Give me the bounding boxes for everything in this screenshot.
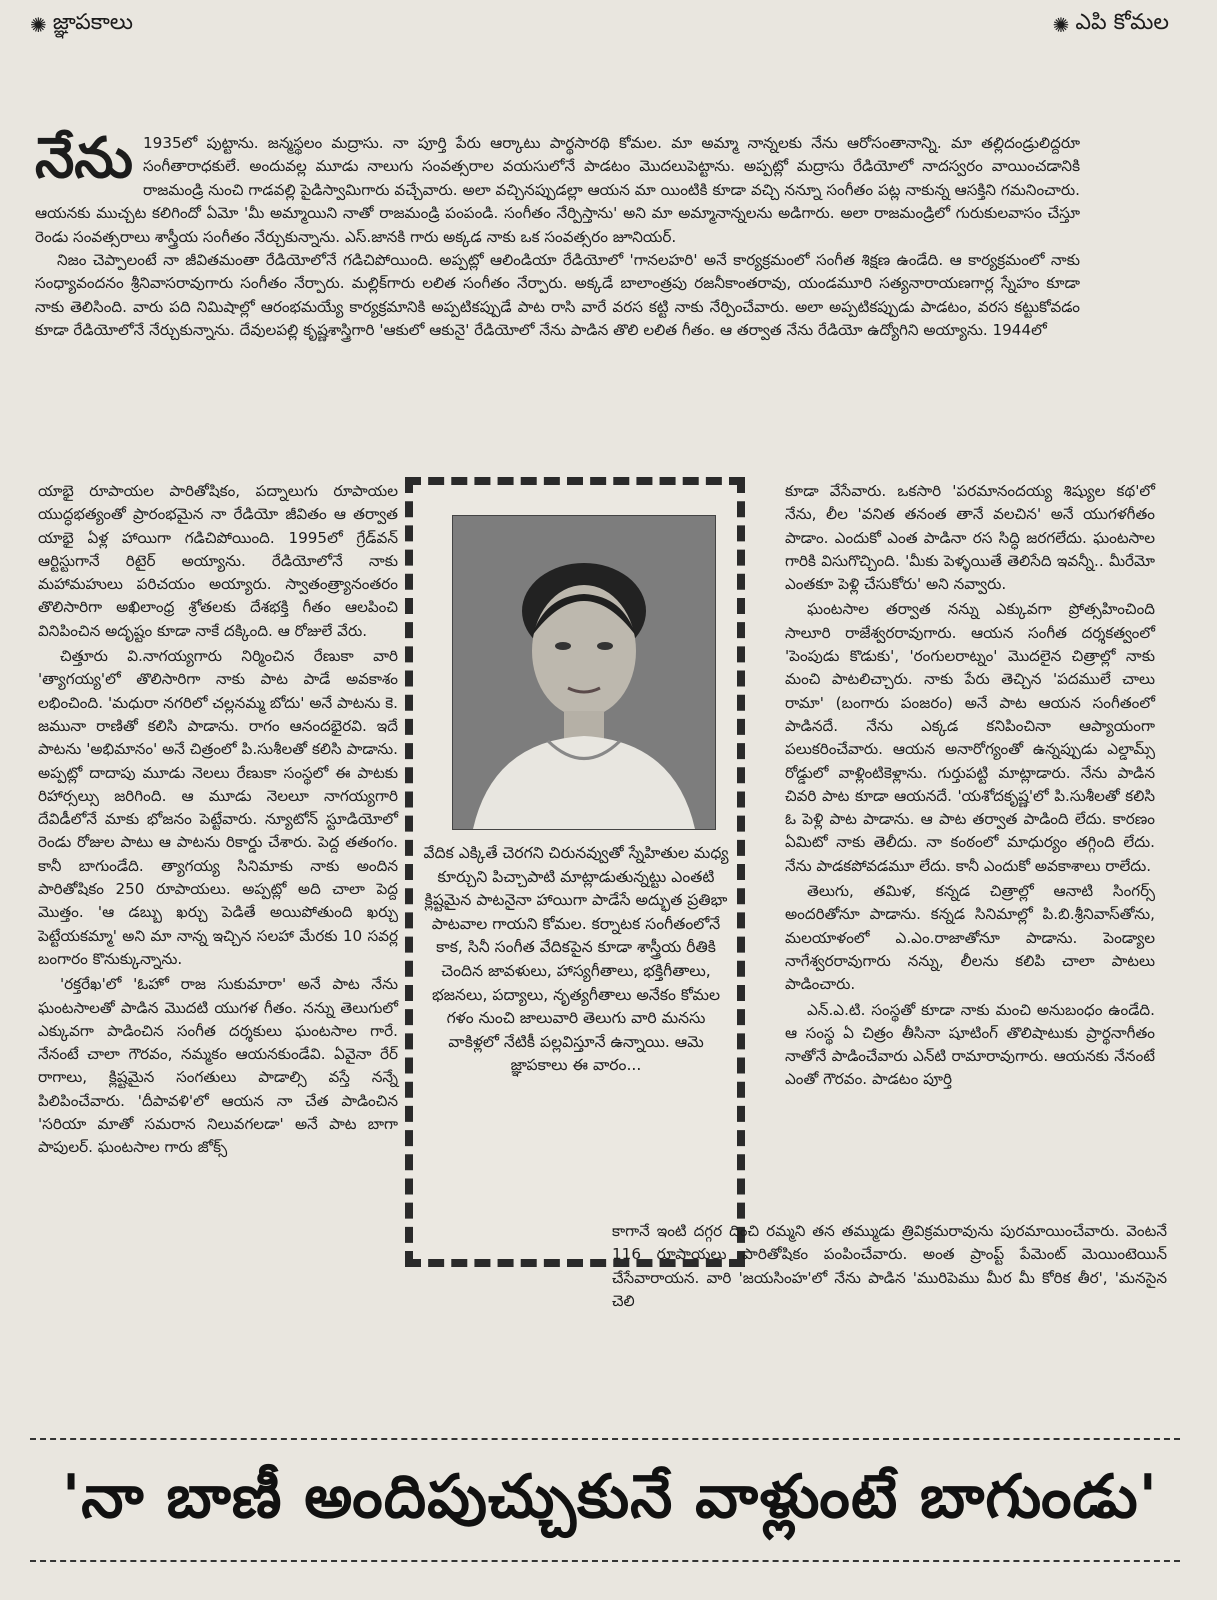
paragraph: కూడా వేసేవారు. ఒకసారి 'పరమానందయ్య శిష్యుల కథ'లో నేను, లీల 'వనిత తనంత తానే వలచిన' అనే యుగళగీతం పాడాం. ఎందుకో ఎంత పాడినా రస సిద్ధి జరగలేదు. ఘంటసాల గారికి విసుగొచ్చింది. 'మీకు పెళ్ళయితే తెలిసేది ఇవన్నీ.. మీరేమో ఎంతకూ పెళ్లి చేసుకోరు' అని నవ్వారు. bbox=[785, 482, 1155, 594]
portrait-illustration bbox=[453, 516, 715, 829]
article-intro bbox=[35, 125, 1080, 343]
paragraph: తెలుగు, తమిళ, కన్నడ చిత్రాల్లో ఆనాటి సింగర్స్ అందరితోనూ పాడాను. కన్నడ సినిమాల్లో పి.బి.శ్రీనివాస్‌తోను, మలయాళంలో ఎ.ఎం.రాజాతోనూ పాడాను. పెండ్యాల నాగేశ్వరరావుగారు నన్ను, లీలను కలిపి చాలా పాటలు పాడించారు. bbox=[785, 882, 1155, 994]
column-right bbox=[785, 480, 1155, 1094]
paragraph: 'రక్తరేఖ'లో 'ఓహో రాజ సుకుమారా' అనే పాట నేను ఘంటసాలతో పాడిన మొదటి యుగళ గీతం. నన్ను తెలుగులో ఎక్కువగా పాడించిన సంగీత దర్శకులు ఘంటసాల గారే. నేనంటే చాలా గౌరవం, నమ్మకం ఆయనకుండేవి. ఏవైనా రేర్ రాగాలు, క్లిష్టమైన సంగతులు పాడాల్సి వస్తే నన్నే పిలిపించేవారు. 'దీపావళి'లో ఆయన నా చేత పాడించిన 'సరియా మాతో సమరాన నిలువగలడా' అనే పాట బాగా పాపులర్. ఘంటసాల గారు జోక్స్ bbox=[38, 975, 398, 1157]
section-title: జ్ఞాపకాలు bbox=[52, 10, 134, 35]
pull-quote: వేదిక ఎక్కితే చెరగని చిరునవ్వుతో స్నేహితుల మధ్య కూర్చుని పిచ్చాపాటి మాట్లాడుతున్నట్టు ఎంతటి క్లిష్టమైన పాటనైనా హాయిగా పాడేసే అద్భుత ప్రతిభా పాటవాల గాయని కోమల. కర్నాటక సంగీతంలోనే కాక, సినీ సంగీత వేదికపైన కూడా శాస్త్రీయ రీతికి చెందిన జావళులు, హాస్యగీతాలు, భక్తిగీతాలు, భజనలు, పద్యాలు, నృత్యగీతాలు అనేకం కోమల గళం నుంచి జాలువారి తెలుగు వారి మనసు వాకిళ్లలో నేటికీ పల్లవిస్తూనే ఉన్నాయి. ఆమె జ్ఞాపకాలు ఈ వారం... bbox=[423, 844, 729, 1075]
byline-header bbox=[1053, 10, 1169, 40]
column-left bbox=[38, 480, 398, 1162]
article-tail: కాగానే ఇంటి దగ్గర దించి రమ్మని తన తమ్ముడు త్రివిక్రమరావును పురమాయించేవారు. వెంటనే 116 రూపాయలు పారితోషికం పంపించేవారు. అంత ప్రాంప్ట్ పేమెంట్ మెయింటెయిన్ చేసేవారాయన. వారి 'జయసింహ'లో నేను పాడిన 'మురిపెము మీర మీ కోరిక తీర', 'మనసైన చెలి bbox=[612, 1222, 1167, 1310]
paragraph: చిత్తూరు వి.నాగయ్యగారు నిర్మించిన రేణుకా వారి 'త్యాగయ్య'లో తొలిసారిగా నాకు పాట పాడే అవకాశం లభించింది. 'మధురా నగరిలో చల్లనమ్మ బోదు' అనే పాటను కె. జమునా రాణితో కలిసి పాడాను. రాగం ఆనందభైరవి. ఇదే పాటను 'అభిమానం' అనే చిత్రంలో పి.సుశీలతో కలిసి పాడాను. అప్పట్లో దాదాపు మూడు నెలలు రేణుకా సంస్థలో ఈ పాటకు రిహార్సల్సు జరిగింది. ఆ మూడు నెలలూ నాగయ్యగారి దేవిడీలోనే మాకు భోజనం పెట్టేవారు. న్యూటోన్ స్టూడియోలో రెండు రోజుల పాటు ఆ పాటను రికార్డు చేశారు. పెద్ద తతంగం. కానీ బాగుండేది. త్యాగయ్య సినిమాకు నాకు అందిన పారితోషికం 250 రూపాయలు. అప్పట్లో అది చాలా పెద్ద మొత్తం. 'ఆ డబ్బు ఖర్చు పెడితే అయిపోతుంది ఖర్చు పెట్టేయకమ్మా' అని మా నాన్న ఇచ్చిన సలహా మేరకు 10 సవర్ల బంగారం కొనుక్కున్నాను. bbox=[38, 647, 398, 968]
bleed-through-masthead bbox=[975, 40, 1205, 130]
intro-paragraph-1: 1935లో పుట్టాను. జన్మస్థలం మద్రాసు. నా పూర్తి పేరు ఆర్కాటు పార్థసారథి కోమల. మా అమ్మా నాన్నలకు నేను ఆరోసంతానాన్ని. మా తల్లిదండ్రులిద్దరూ సంగీతారాధకులే. అందువల్ల మూడు నాలుగు సంవత్సరాల వయసులోనే పాడటం మొదలుపెట్టాను. అప్పట్లో మద్రాసు రేడియోలో నాదస్వరం వాయించడానికి రాజమండ్రి నుంచి గాడవల్లి పైడిస్వామిగారు వచ్చేవారు. అలా వచ్చినప్పుడల్లా ఆయన మా యింటికి కూడా వచ్చి నన్నూ సంగీతం పట్ల నాకున్న ఆసక్తిని గమనించారు. ఆయనకు ముచ్చట కలిగిందో ఏమో 'మీ అమ్మాయిని నాతో రాజమండ్రి పంపండి. సంగీతం నేర్పిస్తాను' అని మా అమ్మానాన్నలను అడిగారు. అలా రాజమండ్రిలో గురుకులవాసం చేస్తూ రెండు సంవత్సరాలు శాస్త్రీయ సంగీతం నేర్చుకున్నాను. ఎస్.జానకి గారు అక్కడ నాకు ఒక సంవత్సరం జూనియర్. bbox=[35, 134, 1080, 246]
paragraph: ఎన్.ఎ.టి. సంస్థతో కూడా నాకు మంచి అనుబంధం ఉండేది. ఆ సంస్థ ఏ చిత్రం తీసినా షూటింగ్ తొలిషాటుకు ప్రార్థనాగీతం నాతోనే పాడించేవారు ఎన్‌టి రామారావుగారు. ఆయనకు నేనంటే ఎంతో గౌరవం. పాడటం పూర్తి bbox=[785, 1000, 1155, 1089]
star-icon: ✺ bbox=[1052, 13, 1070, 37]
divider bbox=[30, 1438, 1180, 1440]
section-header bbox=[30, 10, 133, 40]
dropcap: నేను bbox=[35, 125, 133, 191]
paragraph: యాభై రూపాయల పారితోషికం, పద్నాలుగు రూపాయల యుద్ధభత్యంతో ప్రారంభమైన నా రేడియో జీవితం ఆ తర్వాత యాభై ఏళ్ల హాయిగా గడిచిపోయింది. 1995లో గ్రేడ్‌వన్ ఆర్టిస్టుగానే రిటైర్ అయ్యాను. రేడియోలోనే నాకు మహామహులు పరిచయం అయ్యారు. స్వాతంత్ర్యానంతరం తొలిసారిగా అఖిలాంధ్ర శ్రోతలకు దేశభక్తి గీతం ఆలపించి వినిపించిన అదృష్టం కూడా నాకే దక్కింది. ఆ రోజులే వేరు. bbox=[38, 482, 398, 640]
intro-paragraph-2: నిజం చెప్పాలంటే నా జీవితమంతా రేడియోలోనే గడిచిపోయింది. అప్పట్లో ఆలిండియా రేడియోలో 'గానలహరి' అనే కార్యక్రమంలో సంగీత శిక్షణ ఉండేది. ఆ కార్యక్రమంలో నాకు సంధ్యావందనం శ్రీనివాసరావుగారు సంగీతం నేర్పారు. మల్లిక్‌గారు లలిత సంగీతం నేర్పారు. అక్కడే బాలాంత్రపు రజనీకాంతరావు, యండమూరి సత్యనారాయణగార్ల స్నేహం కూడా నాకు తెలిసింది. వారు పది నిమిషాల్లో ఆరంభమయ్యే కార్యక్రమానికి అప్పటికప్పుడే పాట రాసి వారే వరస కట్టి నాకు నేర్పించేవారు. అలా అప్పటికప్పుడు పాడటం, వరస కట్టుకోవడం కూడా రేడియోలోనే నేర్చుకున్నాను. దేవులపల్లి కృష్ణశాస్త్రిగారి 'ఆకులో ఆకునై' రేడియోలో నేను పాడిన తొలి లలిత గీతం. ఆ తర్వాత నేను రేడియో ఉద్యోగిని అయ్యాను. 1944లో bbox=[35, 251, 1080, 340]
divider bbox=[30, 1560, 1180, 1562]
paragraph: ఘంటసాల తర్వాత నన్ను ఎక్కువగా ప్రోత్సహించింది సాలూరి రాజేశ్వరరావుగారు. ఆయన సంగీత దర్శకత్వంలో 'పెంపుడు కొడుకు', 'రంగులరాట్నం' మొదలైన చిత్రాల్లో నాకు మంచి పాటలిచ్చారు. నాకు పేరు తెచ్చిన 'పదములే చాలు రామా' (బంగారు పంజరం) అనే పాట ఆయన సంగీతంలో పాడినదే. నేను ఎక్కడ కనిపించినా ఆప్యాయంగా పలుకరించేవారు. ఆయన అనారోగ్యంతో ఉన్నప్పుడు ఎల్డామ్స్ రోడ్డులో వాళ్లింటికెళ్లాను. గుర్తుపట్టి మాట్లాడారు. నేను పాడిన చివరి పాట కూడా ఆయనదే. 'యశోదకృష్ణ'లో పి.సుశీలతో కలిసి ఓ పెళ్లి పాట పాడాను. ఆ పాట తర్వాత పాడింది లేదు. కారణం ఏమిటో నాకు తెలీదు. నా కంఠంలో మాధుర్యం తగ్గింది లేదు. నేను పాడకపోవడమూ లేదు. కానీ ఎందుకో అవకాశాలు రాలేదు. bbox=[785, 600, 1155, 875]
portrait-photo bbox=[452, 515, 716, 830]
star-icon: ✺ bbox=[30, 13, 47, 37]
byline: ఎపి కోమల bbox=[1075, 10, 1169, 35]
headline: 'నా బాణీ అందిపుచ్చుకునే వాళ్లుంటే బాగుండు' bbox=[61, 1462, 1159, 1532]
